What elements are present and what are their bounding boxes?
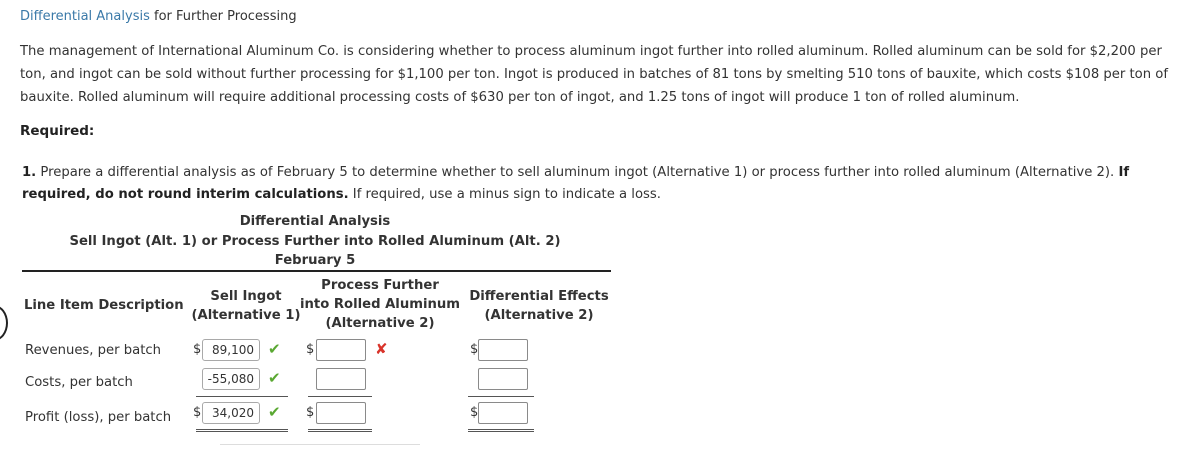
table-title: Differential Analysis [239, 214, 391, 229]
question-bold: If required, do not round interim calculations. [22, 165, 1130, 202]
dollar-sign: $ [193, 405, 202, 420]
col-header-alt2-line2: into Rolled Aluminum [300, 297, 460, 312]
problem-text: The management of International Aluminum Co. is considering whether to process aluminum ingot further into rolled aluminum. Rolled aluminum can be sold for $2,200 per ton, and ingot can be sold without further processing for $1,100 per ton. Ingot is produced in batches of 81 tons by smelting 510 tons of bauxite, which costs $108 per ton of bauxite. Rolled aluminum will require additional processing costs of $630 per ton of ingot, and 1.25 tons of ingot will produce 1 ton of rolled aluminum. [20, 44, 1169, 105]
alt1-profit-input[interactable]: 34,020 [202, 402, 260, 424]
alt2-revenues-input[interactable] [316, 339, 366, 361]
incorrect-x-icon: ✘ [375, 340, 388, 358]
row-label-profit: Profit (loss), per batch [25, 410, 172, 425]
col-header-alt1-line2: (Alternative 1) [191, 308, 301, 323]
subtotal-line-alt1 [196, 396, 288, 397]
scroll-indicator-arc [0, 305, 8, 341]
diff-costs-input[interactable] [478, 368, 528, 390]
question-1 [22, 162, 1172, 206]
correct-check-icon: ✔ [268, 403, 281, 421]
total-double-line-alt2 [308, 429, 372, 432]
question-number: 1. [22, 165, 37, 180]
col-header-alt2-line3: (Alternative 2) [325, 316, 435, 331]
col-header-alt1-line1: Sell Ingot [210, 289, 282, 304]
col-header-diff [464, 287, 614, 325]
col-header-alt2-line1: Process Further [321, 278, 439, 293]
table-top-rule [22, 270, 611, 272]
required-label: Required: [20, 123, 95, 139]
col-header-alt1 [186, 287, 306, 325]
diff-profit-input[interactable] [478, 402, 528, 424]
table-subtitle: Sell Ingot (Alt. 1) or Process Further into Rolled Aluminum (Alt. 2) [69, 234, 561, 249]
total-double-line-alt1 [196, 429, 288, 432]
dollar-sign: $ [306, 405, 315, 420]
row-label-revenues: Revenues, per batch [25, 343, 162, 358]
table-date: February 5 [274, 253, 356, 268]
correct-check-icon: ✔ [268, 340, 281, 358]
alt2-profit-input[interactable] [316, 402, 366, 424]
title-link[interactable]: Differential Analysis [20, 9, 150, 24]
dollar-sign: $ [470, 405, 479, 420]
footer-divider [220, 444, 420, 445]
alt2-costs-input[interactable] [316, 368, 366, 390]
col-header-alt2 [296, 276, 464, 333]
col-header-diff-line1: Differential Effects [469, 289, 609, 304]
row-label-costs: Costs, per batch [25, 375, 133, 390]
question-text-a: Prepare a differential analysis as of February 5 to determine whether to sell aluminum ingot (Alternative 1) or process further into rolled aluminum (Alternative 2). [36, 165, 1119, 180]
col-header-diff-line2: (Alternative 2) [484, 308, 594, 323]
title-rest: for Further Processing [149, 9, 297, 24]
dollar-sign: $ [306, 342, 315, 357]
question-text-c: If required, use a minus sign to indicate a loss. [348, 187, 661, 202]
alt1-costs-input[interactable]: -55,080 [202, 368, 260, 390]
correct-check-icon: ✔ [268, 369, 281, 387]
alt1-revenues-input[interactable]: 89,100 [202, 339, 260, 361]
subtotal-line-alt2 [308, 396, 372, 397]
page-title [20, 9, 297, 24]
subtotal-line-diff [468, 396, 534, 397]
col-header-description: Line Item Description [24, 298, 184, 313]
total-double-line-diff [468, 429, 534, 432]
dollar-sign: $ [193, 342, 202, 357]
diff-revenues-input[interactable] [478, 339, 528, 361]
dollar-sign: $ [470, 342, 479, 357]
